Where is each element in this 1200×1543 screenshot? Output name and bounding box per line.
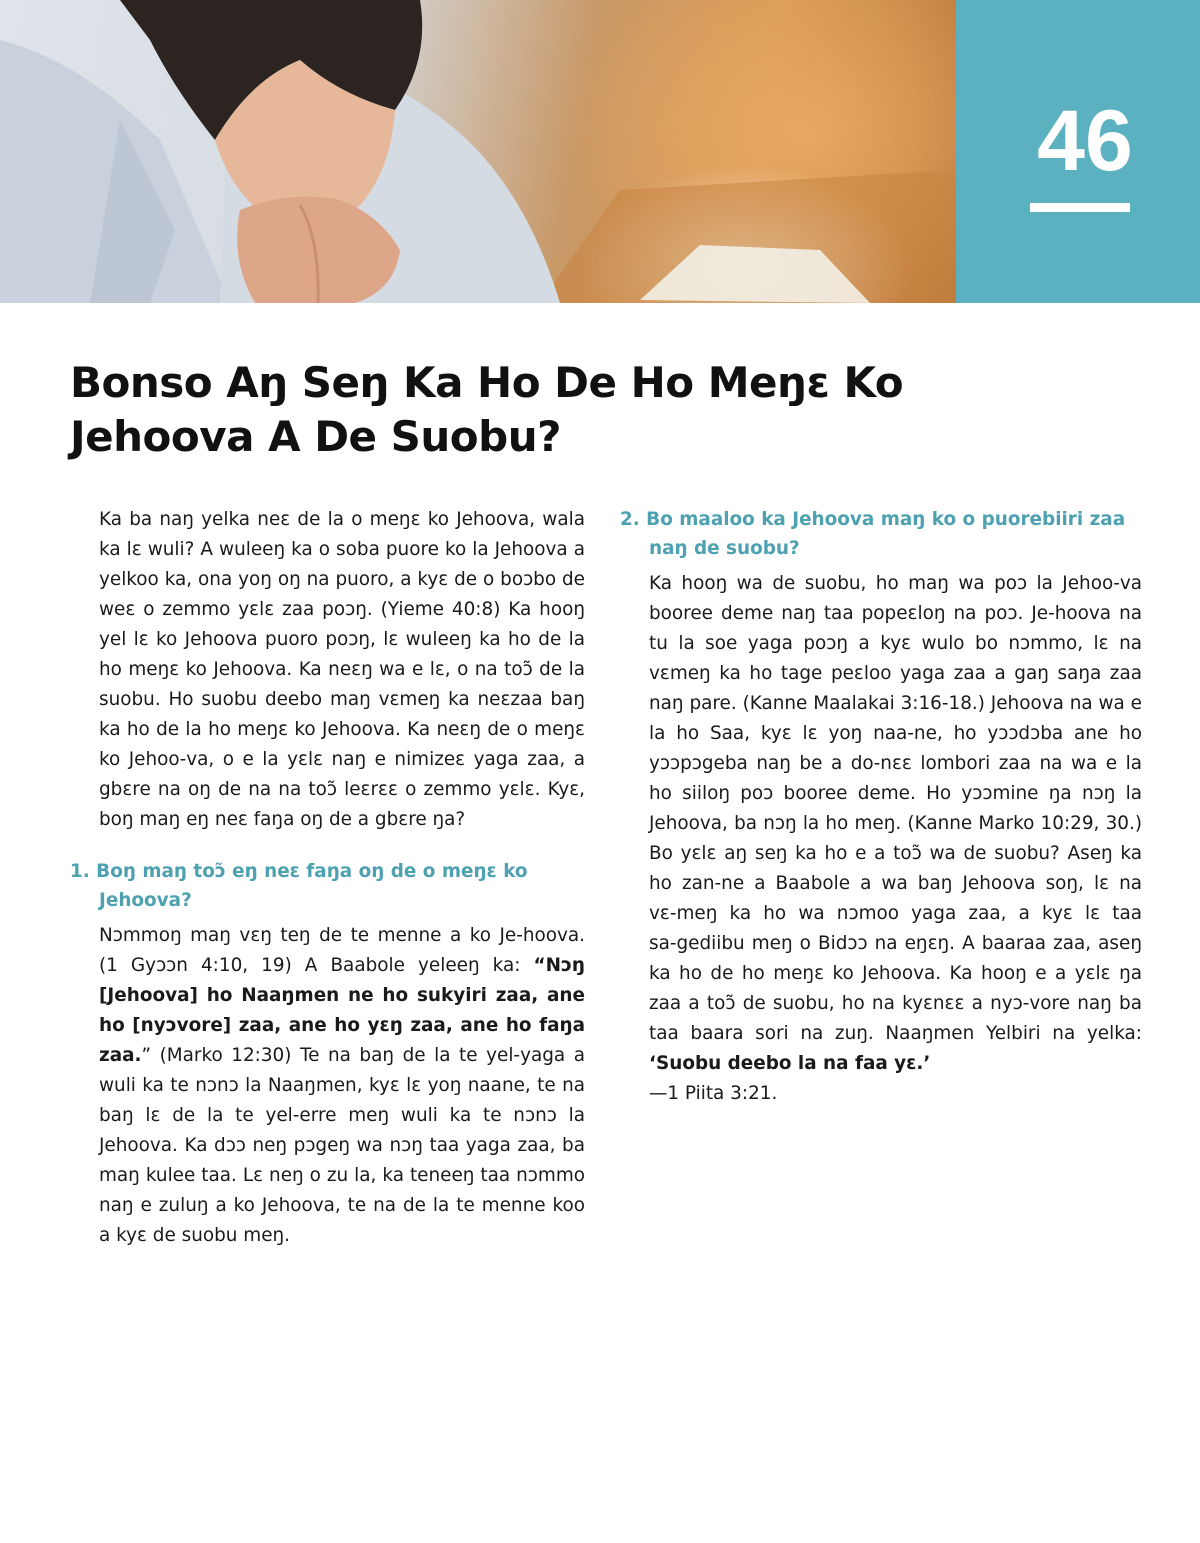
answer-1-text-before: Nɔmmoŋ maŋ vɛŋ teŋ de te menne a ko Je‑hoova. (1 Gyɔɔn 4:10, 19) A Baabole yeleeŋ ka: bbox=[99, 925, 585, 976]
answer-2-text-after: —1 Piita 3:21. bbox=[649, 1083, 778, 1104]
question-heading-1: 1. Boŋ maŋ toɔ̃ eŋ neɛ faŋa oŋ de o meŋɛ ko Jehoova? bbox=[70, 861, 528, 911]
question-heading-2: 2. Bo maaloo ka Jehoova maŋ ko o puorebiiri zaa naŋ de suobu? bbox=[620, 509, 1126, 559]
lesson-number-badge bbox=[956, 0, 1200, 303]
left-column bbox=[70, 505, 585, 1251]
answer-paragraph-2 bbox=[649, 569, 1142, 1109]
answer-2-quote: ‘Suobu deebo la na faa yɛ.’ bbox=[649, 1053, 931, 1074]
spacer bbox=[70, 835, 585, 857]
page-title: Bonso Aŋ Seŋ Ka Ho De Ho Meŋɛ Ko Jehoova A De Suobu? bbox=[70, 358, 904, 461]
answer-paragraph-1 bbox=[99, 921, 585, 1251]
praying-man-illustration bbox=[0, 0, 956, 303]
answer-1-text-after: ” (Marko 12:30) Te na baŋ de la te yel‑yaga a wuli ka te nɔnɔ la Naaŋmen, kyɛ lɛ yoŋ naane, te na baŋ lɛ de la te yel‑erre meŋ wuli ka te nɔnɔ la Jehoova. Ka dɔɔ neŋ pɔgeŋ wa nɔŋ taa yaga zaa, ba maŋ kulee taa. Lɛ neŋ o zu la, ka teneeŋ taa nɔmmo naŋ e zuluŋ a ko Jehoova, te na de la te menne koo a kyɛ de suobu meŋ. bbox=[99, 1045, 585, 1246]
answer-2-text-before: Ka hooŋ wa de suobu, ho maŋ wa poɔ la Jehoo‑va booree deme naŋ taa popeɛloŋ na poɔ. Je‑hoova na tu la soe yaga poɔŋ a kyɛ wulo bo nɔmmo, lɛ na vɛmeŋ ka ho tage peɛloo yaga zaa a gaŋ saŋa zaa naŋ pare. (Kanne Maalakai 3:16‑18.) Jehoova na wa e la ho Saa, kyɛ lɛ yoŋ naa‑ne, ho yɔɔdɔba ane ho yɔɔpɔgeba naŋ be a do‑nɛɛ lombori zaa na wa e la ho siiloŋ poɔ booree deme. Ho yɔɔmine ŋa nɔŋ la Jehoova, ba nɔŋ la ho meŋ. (Kanne Marko 10:29, 30.) Bo yɛlɛ aŋ seŋ ka ho e a toɔ̃ wa de suobu? Aseŋ ka ho zan‑ne a Baabole a wa baŋ Jehoova soŋ, lɛ na vɛ‑meŋ ka ho wa nɔmoo yaga zaa, a kyɛ lɛ taa sa‑gediibu meŋ o Bidɔɔ na eŋɛŋ. A baaraa zaa, aseŋ ka ho de ho meŋɛ ko Jehoova. Ka hooŋ e a yɛlɛ ŋa zaa a toɔ̃ de suobu, ho na kyɛnɛɛ a nyɔ‑vore naŋ ba taa baara sori na zuŋ. Naaŋmen Yelbiri na yelka: bbox=[649, 573, 1142, 1044]
right-column bbox=[620, 505, 1142, 1109]
answer-1-quote: “Nɔŋ [Jehoova] ho Naaŋmen ne ho sukyiri zaa, ane ho [nyɔvore] zaa, ane ho yɛŋ zaa, ane ho faŋa zaa. bbox=[99, 955, 585, 1066]
badge-underline bbox=[1030, 203, 1130, 212]
header-photo bbox=[0, 0, 956, 303]
intro-paragraph: Ka ba naŋ yelka neɛ de la o meŋɛ ko Jehoova, wala ka lɛ wuli? A wuleeŋ ka o soba puore ko la Jehoova a yelkoo ka, ona yoŋ oŋ na puoro, a kyɛ de o boɔbo de weɛ o zemmo yɛlɛ zaa poɔŋ. (Yieme 40:8) Ka hooŋ yel lɛ ko Jehoova puoro poɔŋ, lɛ wuleeŋ ka ho de la ho meŋɛ ko Jehoova. Ka neɛŋ wa e lɛ, o na toɔ̃ de la suobu. Ho suobu deebo maŋ vɛmeŋ ka neɛzaa baŋ ka ho de la ho meŋɛ ko Jehoova. Ka neɛŋ de o meŋɛ ko Jehoo‑va, o e la yɛlɛ naŋ e nimizeɛ yaga zaa, a gbɛre na oŋ de na na toɔ̃ leɛrɛɛ o zemmo yɛlɛ. Kyɛ, boŋ maŋ eŋ neɛ faŋa oŋ de a gbɛre ŋa? bbox=[99, 509, 585, 830]
lesson-number: 46 bbox=[1037, 93, 1133, 189]
